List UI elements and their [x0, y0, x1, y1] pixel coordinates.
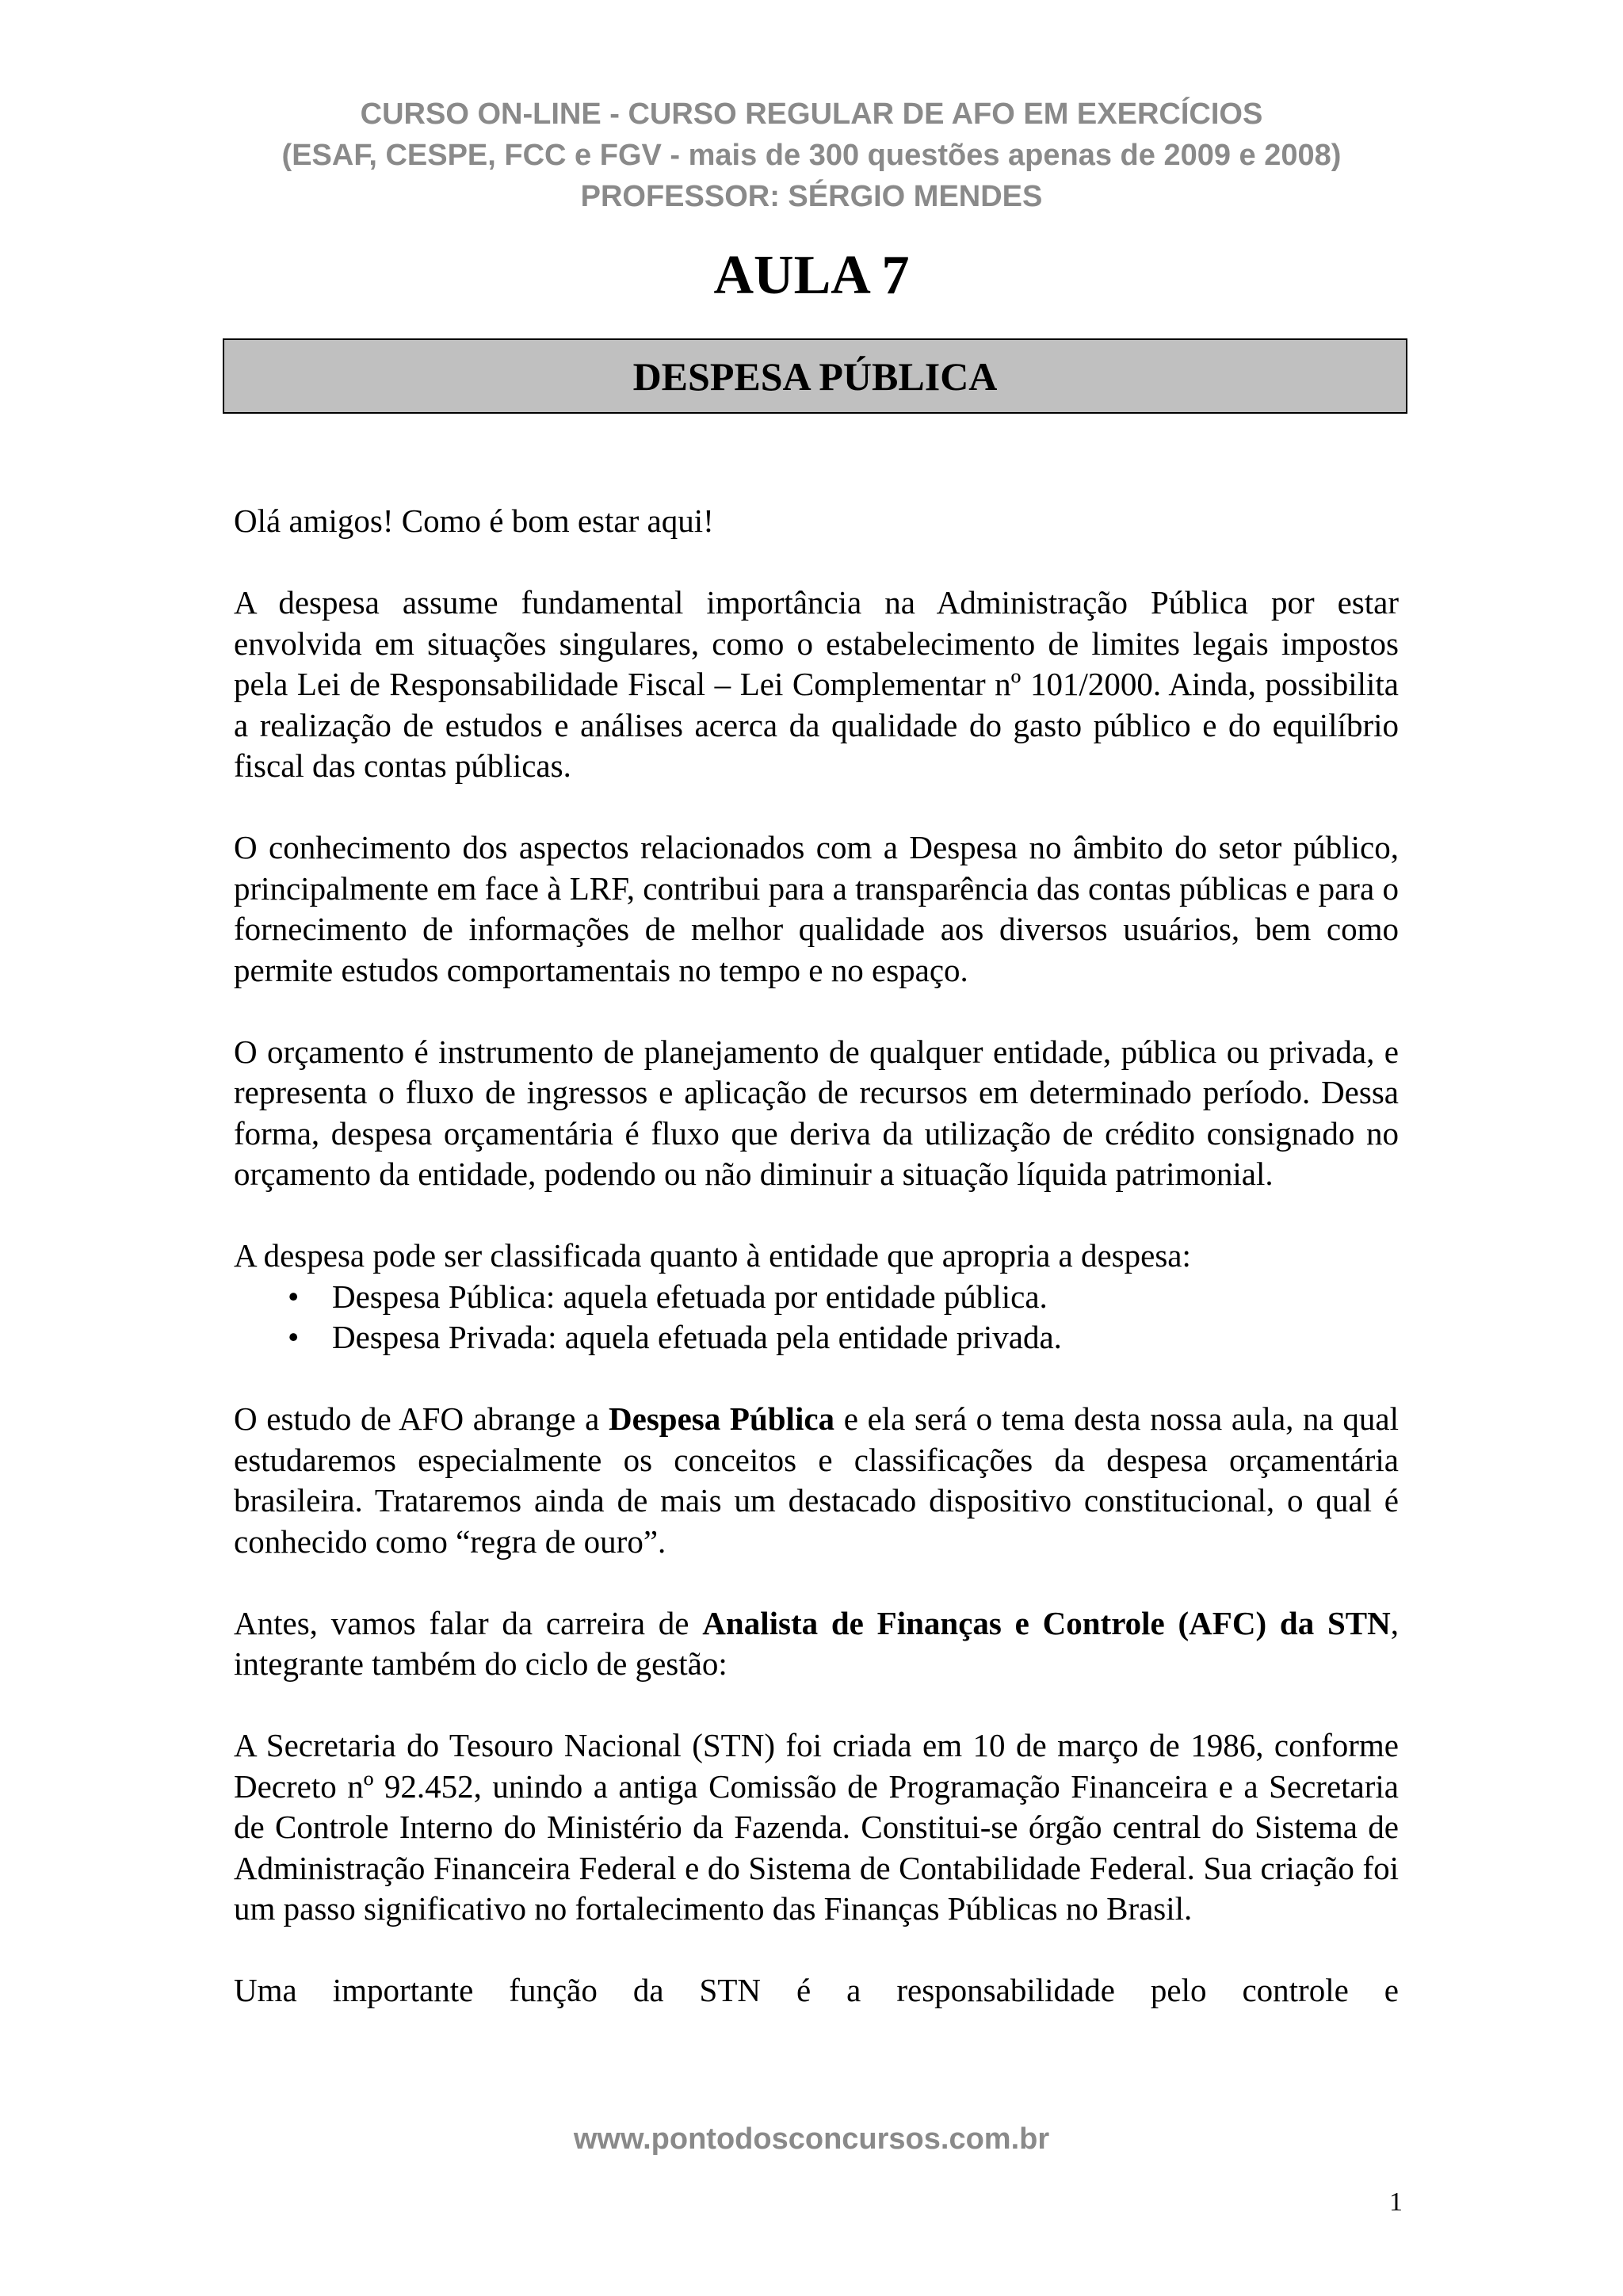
header-course-line: CURSO ON-LINE - CURSO REGULAR DE AFO EM EXERCÍCIOS: [360, 97, 1263, 131]
paragraph-greeting: Olá amigos! Como é bom estar aqui!: [234, 502, 714, 539]
list-item-text: Despesa Privada: aquela efetuada pela entidade privada.: [332, 1319, 1062, 1355]
bullet-icon: •: [288, 1319, 300, 1355]
section-title-box: [223, 338, 1407, 414]
paragraph-funcao-stn: Uma importante função da STN é a responsabilidade pelo controle e: [234, 1972, 1399, 2008]
bullet-icon: •: [288, 1278, 300, 1315]
paragraph-text: O estudo de AFO abrange a: [234, 1400, 609, 1437]
paragraph-text: , integrante também do ciclo de gestão:: [234, 1604, 1399, 1682]
lesson-title: AULA 7: [713, 245, 910, 306]
paragraph-classificacao: A despesa pode ser classificada quanto à entidade que apropria a despesa:: [234, 1237, 1191, 1274]
footer-url: www.pontodosconcursos.com.br: [573, 2122, 1050, 2156]
page-number: 1: [1389, 2187, 1403, 2217]
list-item: [234, 1277, 1399, 1318]
bold-text: Analista de Finanças e Controle (AFC) da STN: [702, 1604, 1391, 1641]
list-item-text: Despesa Pública: aquela efetuada por entidade pública.: [332, 1278, 1048, 1315]
paragraph-orcamento: O orçamento é instrumento de planejamento de qualquer entidade, pública ou privada, e representa o fluxo de ingressos e aplicação de recursos em determinado período. Dessa forma, despesa orçamentária é fluxo que deriva da utilização de crédito consignado no orçamento da entidade, podendo ou não diminuir a situação líquida patrimonial.: [234, 1033, 1399, 1192]
document-body: [234, 501, 1399, 2011]
paragraph-carreira-afc: [234, 1603, 1399, 1685]
paragraph-text: e ela será o tema desta nossa aula, na qual estudaremos especialmente os conceitos e classificações da despesa orçamentária brasileira. Trataremos ainda de mais um destacado dispositivo constitucional, o qual é conhecido como “regra de ouro”.: [234, 1400, 1399, 1560]
document-header: [0, 94, 1623, 217]
bold-text: Despesa Pública: [609, 1400, 835, 1437]
paragraph-conhecimento: O conhecimento dos aspectos relacionados com a Despesa no âmbito do setor público, principalmente em face à LRF, contribui para a transparência das contas públicas e para o fornecimento de informações de melhor qualidade aos diversos usuários, bem como permite estudos comportamentais no tempo e no espaço.: [234, 829, 1399, 988]
paragraph-text: Antes, vamos falar da carreira de: [234, 1604, 703, 1641]
paragraph-secretaria-tesouro: A Secretaria do Tesouro Nacional (STN) foi criada em 10 de março de 1986, conforme Decreto nº 92.452, unindo a antiga Comissão de Programação Financeira e a Secretaria de Controle Interno do Ministério da Fazenda. Constitui-se órgão central do Sistema de Administração Financeira Federal e do Sistema de Contabilidade Federal. Sua criação foi um passo significativo no fortalecimento das Finanças Públicas no Brasil.: [234, 1727, 1399, 1927]
section-title: DESPESA PÚBLICA: [632, 353, 998, 399]
header-exams-line: (ESAF, CESPE, FCC e FGV - mais de 300 questões apenas de 2009 e 2008): [281, 139, 1342, 172]
list-item: [234, 1317, 1399, 1358]
bullet-list: [234, 1277, 1399, 1358]
paragraph-despesa-importancia: A despesa assume fundamental importância na Administração Pública por estar envolvida em situações singulares, como o estabelecimento de limites legais impostos pela Lei de Responsabilidade Fiscal – Lei Complementar nº 101/2000. Ainda, possibilita a realização de estudos e análises acerca da qualidade do gasto público e do equilíbrio fiscal das contas públicas.: [234, 584, 1399, 784]
paragraph-estudo-afo: [234, 1399, 1399, 1562]
header-professor-line: PROFESSOR: SÉRGIO MENDES: [580, 180, 1043, 213]
